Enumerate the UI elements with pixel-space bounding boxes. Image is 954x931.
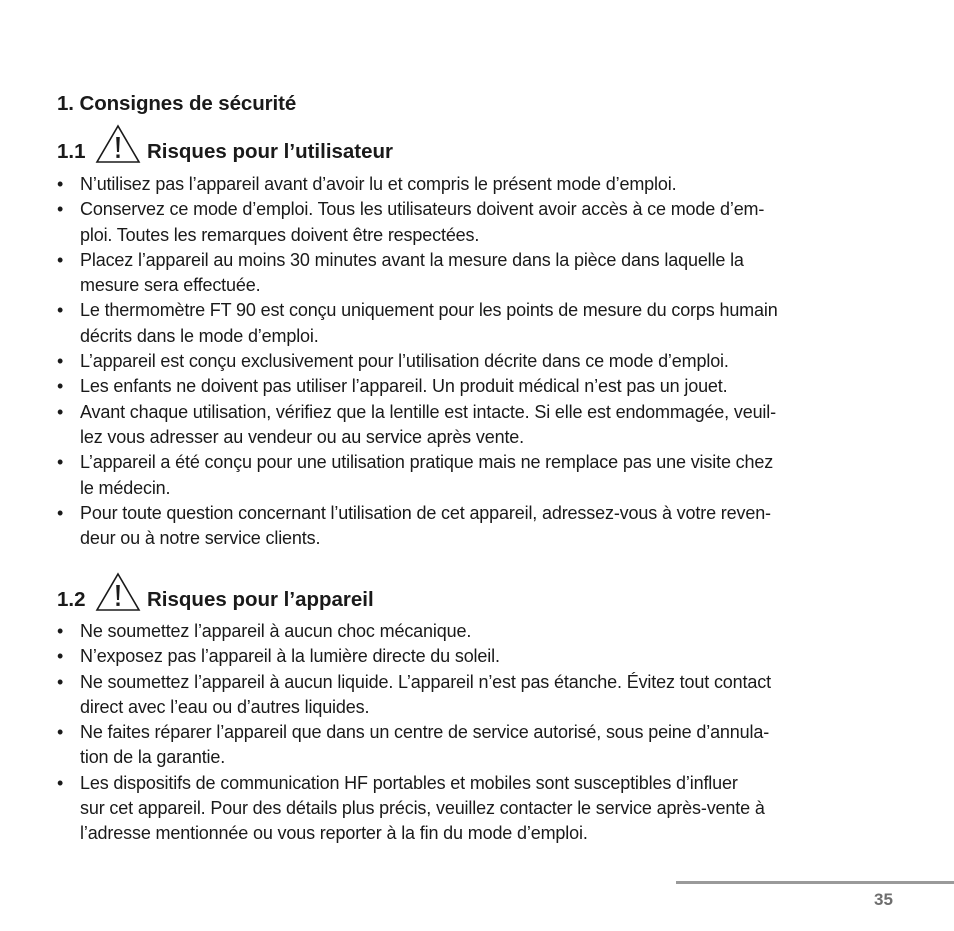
list-item [57,197,907,248]
list-item [57,172,907,197]
list-item [57,720,907,771]
list-item-text: Le thermomètre FT 90 est conçu uniquement pour les points de mesure du corps humain décrits dans le mode d’emploi. [80,300,778,346]
list-item [57,450,907,501]
section-heading-device-risks [57,572,374,612]
warning-triangle-icon [95,572,141,612]
section-number: 1.1 [57,140,86,163]
list-item [57,349,907,374]
warning-triangle-icon [95,124,141,164]
list-item-text: Conservez ce mode d’emploi. Tous les utilisateurs doivent avoir accès à ce mode d’em- ploi. Toutes les remarques doivent être respectées. [80,199,765,245]
page-number: 35 [874,890,893,909]
main-title: 1. Consignes de sécurité [57,92,297,115]
list-item-text: L’appareil a été conçu pour une utilisation pratique mais ne remplace pas une visite chez le médecin. [80,452,774,498]
list-item [57,298,907,349]
list-item [57,400,907,451]
device-risks-list [57,619,907,847]
list-item-text: Les enfants ne doivent pas utiliser l’appareil. Un produit médical n’est pas un jouet. [80,376,728,397]
list-item-text: L’appareil est conçu exclusivement pour l’utilisation décrite dans ce mode d’emploi. [80,351,729,372]
list-item [57,670,907,721]
list-item-text: Avant chaque utilisation, vérifiez que la lentille est intacte. Si elle est endommagée, veuil- lez vous adresser au vendeur ou au service après vente. [80,401,776,447]
list-item-text: Pour toute question concernant l’utilisation de cet appareil, adressez-vous à votre reven- deur ou à notre service clients. [80,502,771,549]
section-title: Risques pour l’utilisateur [147,140,394,163]
section-title: Risques pour l’appareil [147,588,374,611]
section-heading-user-risks [57,124,393,164]
list-item [57,644,907,669]
list-item-text: N’exposez pas l’appareil à la lumière directe du soleil. [80,646,500,667]
list-item [57,619,907,644]
list-item-text: Ne soumettez l’appareil à aucun liquide. L’appareil n’est pas étanche. Évitez tout contact direct avec l’eau ou d’autres liquides. [80,671,771,717]
list-item-text: Les dispositifs de communication HF portables et mobiles sont susceptibles d’influer sur cet appareil. Pour des détails plus précis, veuillez contacter le service après-vente à l’adresse mentionnée ou vous reporter à la fin du mode d’emploi. [80,772,765,844]
list-item [57,248,907,299]
list-item-text: Placez l’appareil au moins 30 minutes avant la mesure dans la pièce dans laquelle la mesure sera effectuée. [80,249,744,296]
list-item-text: Ne soumettez l’appareil à aucun choc mécanique. [80,621,472,641]
list-item-text: Ne faites réparer l’appareil que dans un centre de service autorisé, sous peine d’annula- tion de la garantie. [80,722,770,768]
list-item [57,771,907,847]
user-risks-list [57,172,907,551]
list-item [57,501,907,552]
list-item-text: N’utilisez pas l’appareil avant d’avoir lu et compris le présent mode d’emploi. [80,174,677,194]
footer-rule [676,881,954,884]
section-number: 1.2 [57,588,86,611]
list-item [57,374,907,399]
